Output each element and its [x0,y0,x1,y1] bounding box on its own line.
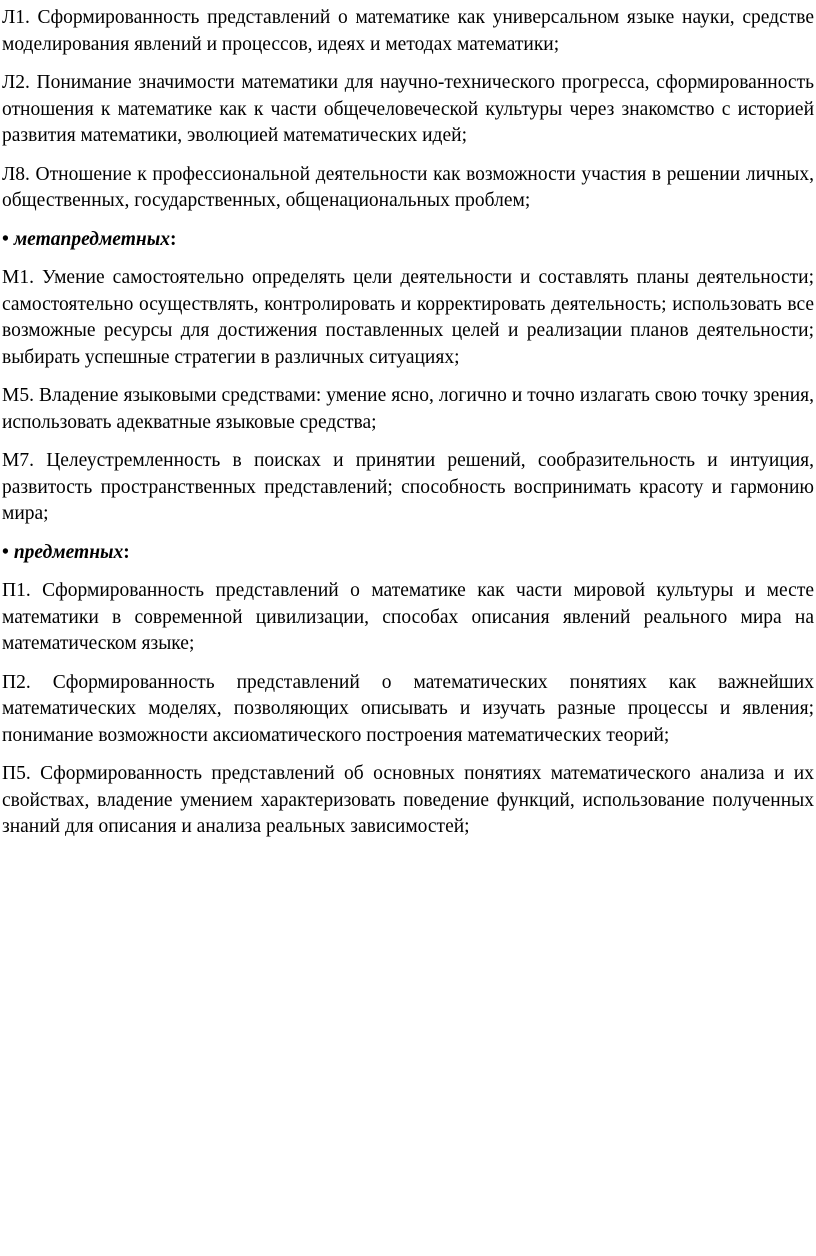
section-heading-text: предметных [13,541,124,563]
paragraph-m1: М1. Умение самостоятельно определять цели деятельности и составлять планы деятельности; самостоятельно осуществлять, контролировать и корректировать деятельность; использовать все возможные ресурсы для достижения поставленных целей и реализации планов деятельности; выбирать успешные стратегии в различных ситуациях; [2,267,814,368]
section-heading-subject [2,540,814,567]
paragraph-l2: Л2. Понимание значимости математики для научно-технического прогресса, сформированность отношения к математике как к части общечеловеческой культуры через знакомство с историей развития математики, эволюцией математических идей; [2,72,814,146]
section-heading-colon: : [123,541,130,563]
section-heading-text: метапредметных [13,228,170,250]
paragraph-m5: М5. Владение языковыми средствами: умение ясно, логично и точно излагать свою точку зрения, использовать адекватные языковые средства; [2,385,814,433]
paragraph-l8: Л8. Отношение к профессиональной деятельности как возможности участия в решении личных, общественных, государственных, общенациональных проблем; [2,163,814,211]
paragraph-p5: П5. Сформированность представлений об основных понятиях математического анализа и их свойствах, владение умением характеризовать поведение функций, использование полученных знаний для описания и анализа реальных зависимостей; [2,763,814,837]
paragraph-p1: П1. Сформированность представлений о математике как части мировой культуры и месте математики в современной цивилизации, способах описания явлений реального мира на математическом языке; [2,580,814,654]
section-heading-colon: : [169,228,177,250]
bullet-marker: • [2,228,9,250]
paragraph-m7: М7. Целеустремленность в поисках и принятии решений, сообразительность и интуиция, развитость пространственных представлений; способность воспринимать красоту и гармонию мира; [2,450,814,524]
paragraph-p2: П2. Сформированность представлений о математических понятиях как важнейших математических моделях, позволяющих описывать и изучать разные процессы и явления; понимание возможности аксиоматического построения математических теорий; [2,671,814,746]
section-heading-metasubject [2,227,814,254]
bullet-marker: • [2,541,9,563]
paragraph-l1: Л1. Сформированность представлений о математике как универсальном языке науки, средстве моделирования явлений и процессов, идеях и методах математики; [2,7,814,55]
